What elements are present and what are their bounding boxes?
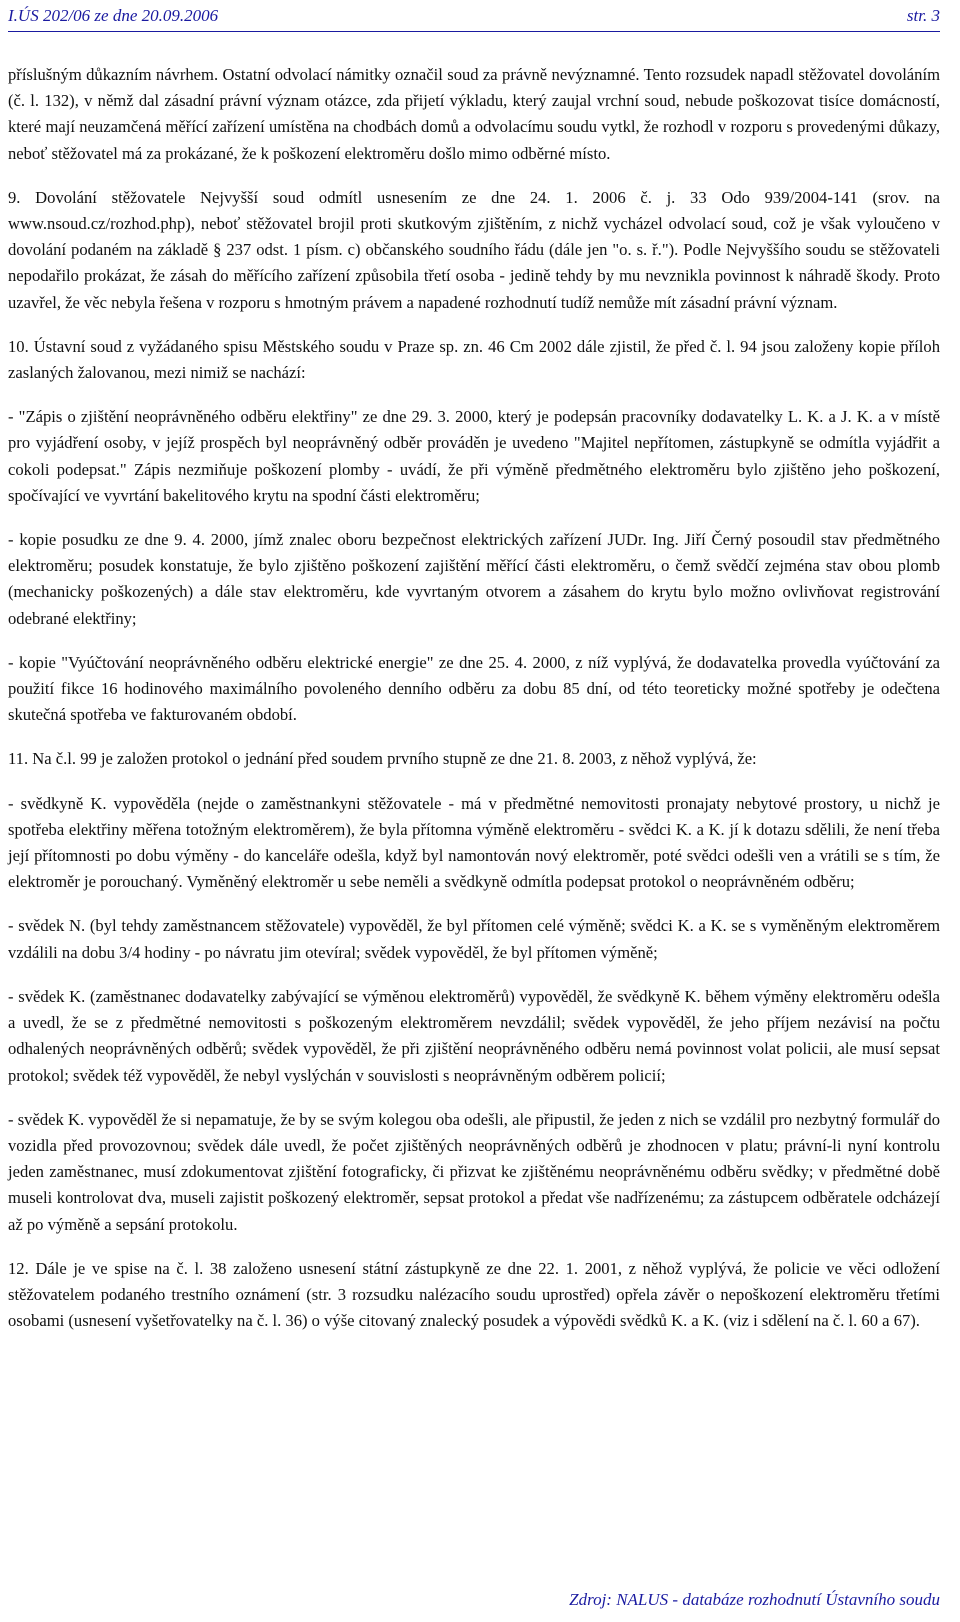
paragraph: 11. Na č.l. 99 je založen protokol o jednání před soudem prvního stupně ze dne 21. 8. 2003, z něhož vyplývá, že:	[8, 749, 757, 769]
header-case-reference: I.ÚS 202/06 ze dne 20.09.2006	[8, 6, 219, 25]
page-header	[8, 6, 940, 30]
document-body	[8, 62, 940, 1352]
paragraph: příslušným důkazním návrhem. Ostatní odvolací námitky označil soud za právně nevýznamné. Tento rozsudek napadl stěžovatel dovoláním (č. l. 132), v němž dal zásadní právní význam otázce, zda přijetí výkladu, který zaujal vrchní soud, nebude poškozovat tisíce domácností, které mají neuzamčená měřící zařízení umístěna na chodbách domů a odvolacímu soudu vytkl, že rozhodl v rozporu s provedenými důkazy, neboť stěžovatel má za prokázané, že k poškození elektroměru došlo mimo odběrné místo.	[8, 65, 940, 163]
paragraph: - kopie posudku ze dne 9. 4. 2000, jímž znalec oboru bezpečnost elektrických zařízení JUDr. Ing. Jiří Černý posoudil stav předmětného elektroměru; posudek konstatuje, že bylo zjištěno poškození zajištění měřící části elektroměru, o čemž svědčí zejména stav obou plomb (mechanicky poškozených) a dále stav elektroměru, kde vyvrtaným otvorem a zásahem do krytu bylo možno ovlivňovat registrování odebrané elektřiny;	[8, 530, 940, 628]
page-footer-source: Zdroj: NALUS - databáze rozhodnutí Ústavního soudu	[569, 1590, 940, 1609]
paragraph: - svědek K. vypověděl že si nepamatuje, že by se svým kolegou oba odešli, ale připustil, že jeden z nich se vzdálil pro nezbytný formulář do vozidla před provozovnou; svědek dále uvedl, že počet zjištěných neoprávněných odběrů je zhodnocen v platu; právní-li nyní kontrolu jeden zaměstnanec, musí zdokumentovat zjištění fotograficky, či přizvat ke zjištěnému neoprávněnému odběru svědky; v předmětné době museli kontrolovat dva, museli zajistit poškozený elektroměr, sepsat protokol a předat vše nadřízenému; za zástupcem odběratele odcházejí až po výměně a sepsání protokolu.	[8, 1109, 940, 1234]
paragraph: - svědkyně K. vypověděla (nejde o zaměstnankyni stěžovatele - má v předmětné nemovitosti pronajaty nebytové prostory, u nichž je spotřeba elektřiny měřena totožným elektroměrem), že byla přítomna výměně elektroměru - svědci K. a K. jí k dotazu sdělili, že není třeba její přítomnosti po dobu výměny - do kanceláře odešla, když byl namontován nový elektroměr, poté svědci odešli ven a vrátili se s tím, že elektroměr je porouchaný. Vyměněný elektroměr u sebe neměli a svědkyně odmítla podepsat protokol o neoprávněném odběru;	[8, 793, 940, 892]
header-divider	[8, 31, 940, 32]
paragraph: - kopie "Vyúčtování neoprávněného odběru elektrické energie" ze dne 25. 4. 2000, z níž vyplývá, že dodavatelka provedla vyúčtování za použití fikce 16 hodinového maximálního povoleného denního odběru za dobu 85 dní, od této teoreticky možné spotřeby je odečtena skutečná spotřeba ve fakturovaném období.	[8, 652, 940, 725]
paragraph: 9. Dovolání stěžovatele Nejvyšší soud odmítl usnesením ze dne 24. 1. 2006 č. j. 33 Odo 939/2004-141 (srov. na www.nsoud.cz/rozhod.php), neboť stěžovatel brojil proti skutkovým zjištěním, z nichž vycházel odvolací soud, což je však vyloučeno v dovolání podaném na základě § 237 odst. 1 písm. c) občanského soudního řádu (dále jen "o. s. ř."). Podle Nejvyššího soudu se stěžovateli nepodařilo prokázat, že zásah do měřícího zařízení způsobila třetí osoba - jedině tehdy by mu nevznikla povinnost k náhradě škody. Proto uzavřel, že věc nebyla řešena v rozporu s hmotným právem a napadené rozhodnutí tudíž nemůže mít zásadní právní význam.	[8, 187, 940, 312]
paragraph: - svědek N. (byl tehdy zaměstnancem stěžovatele) vypověděl, že byl přítomen celé výměně; svědci K. a K. se s vyměněným elektroměrem vzdálili na dobu 3/4 hodiny - po návratu jim otevíral; svědek vypověděl, že byl přítomen výměně;	[8, 916, 940, 962]
paragraph: 10. Ústavní soud z vyžádaného spisu Městského soudu v Praze sp. zn. 46 Cm 2002 dále zjistil, že před č. l. 94 jsou založeny kopie příloh zaslaných žalovanou, mezi nimiž se nachází:	[8, 336, 940, 383]
paragraph: - "Zápis o zjištění neoprávněného odběru elektřiny" ze dne 29. 3. 2000, který je podepsán pracovníky dodavatelky L. K. a J. K. a v místě pro vyjádření osoby, v jejíž prospěch byl neoprávněný odběr prováděn je uvedeno "Majitel nepřítomen, zástupkyně se odmítla vyjádřit a cokoli podepsat." Zápis nezmiňuje poškození plomby - uvádí, že při výměně předmětného elektroměru bylo zjištěno jeho poškození, spočívající ve vyvrtání bakelitového krytu na spodní části elektroměru;	[8, 407, 940, 505]
paragraph: 12. Dále je ve spise na č. l. 38 založeno usnesení státní zástupkyně ze dne 22. 1. 2001, z něhož vyplývá, že policie ve věci odložení stěžovatelem podaného trestního oznámení (str. 3 rozsudku nalézacího soudu uprostřed) opřela závěr o nepoškození elektroměru třetími osobami (usnesení vyšetřovatelky na č. l. 36) o výše citovaný znalecký posudek a výpovědi svědků K. a K. (viz i sdělení na č. l. 60 a 67).	[8, 1258, 940, 1331]
header-page-number: str. 3	[906, 6, 940, 25]
paragraph: - svědek K. (zaměstnanec dodavatelky zabývající se výměnou elektroměrů) vypověděl, že svědkyně K. během výměny elektroměru odešla a uvedl, že se z předmětné nemovitosti s poškozeným elektroměrem nevzdálil; svědek vypověděl, že jeho příjem nezávisí na počtu odhalených neoprávněných odběrů; svědek vypověděl, že při zjištění neoprávněného odběru nemá povinnost volat policii, ale musí sepsat protokol; svědek též vypověděl, že nebyl vyslýchán v souvislosti s neoprávněným odběrem policií;	[8, 986, 940, 1085]
